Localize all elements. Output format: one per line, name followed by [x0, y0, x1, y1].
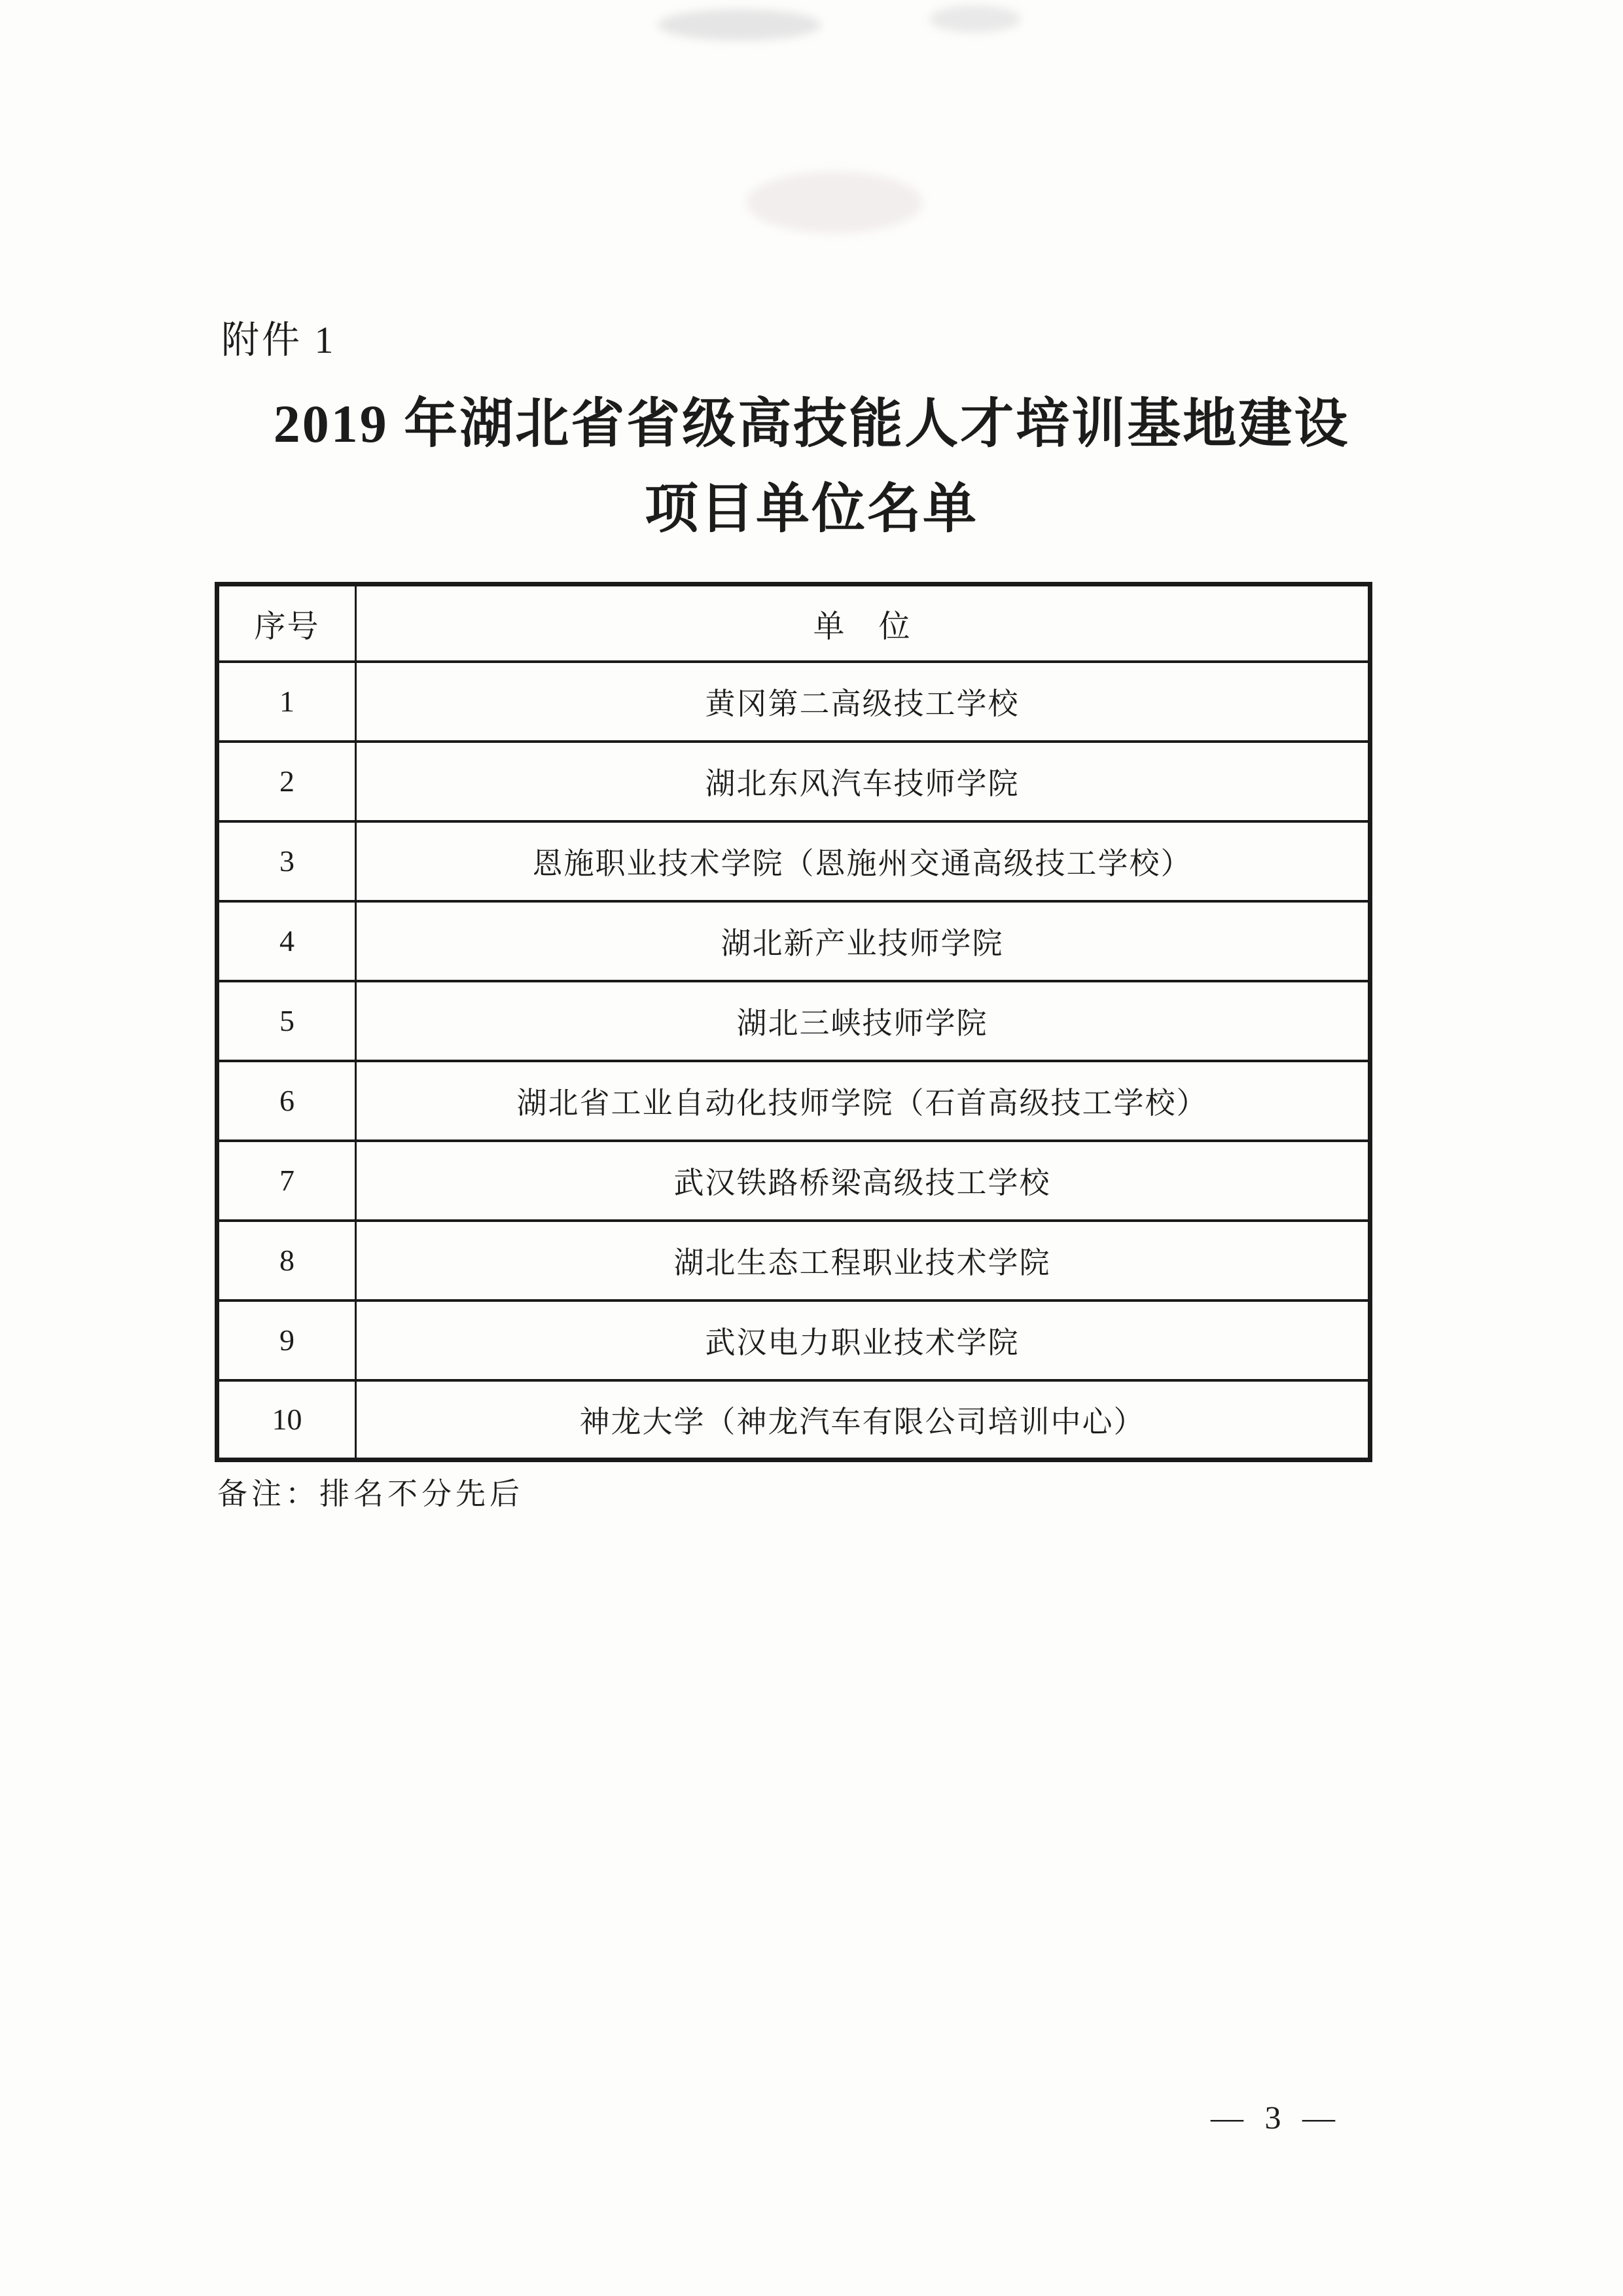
row-unit: 武汉电力职业技术学院 [356, 1300, 1370, 1380]
document-title [0, 382, 1623, 552]
scan-artifact [746, 171, 923, 234]
header-index: 序号 [217, 584, 356, 662]
row-unit: 恩施职业技术学院（恩施州交通高级技工学校） [356, 821, 1370, 901]
table-row [217, 742, 1370, 821]
row-unit: 湖北东风汽车技师学院 [356, 742, 1370, 821]
row-unit: 神龙大学（神龙汽车有限公司培训中心） [356, 1380, 1370, 1460]
row-unit: 湖北省工业自动化技师学院（石首高级技工学校） [356, 1061, 1370, 1141]
row-index: 1 [217, 662, 356, 742]
document-title-line2: 项目单位名单 [644, 479, 978, 539]
row-unit: 湖北生态工程职业技术学院 [356, 1221, 1370, 1300]
row-index: 8 [217, 1221, 356, 1300]
table-row [217, 1300, 1370, 1380]
row-unit: 湖北三峡技师学院 [356, 981, 1370, 1061]
row-unit: 武汉铁路桥梁高级技工学校 [356, 1141, 1370, 1221]
table-row [217, 901, 1370, 981]
table-row [217, 1141, 1370, 1221]
row-index: 9 [217, 1300, 356, 1380]
table-row [217, 821, 1370, 901]
table-row [217, 981, 1370, 1061]
row-unit: 湖北新产业技师学院 [356, 901, 1370, 981]
row-index: 10 [217, 1380, 356, 1460]
table-row [217, 1221, 1370, 1300]
row-index: 3 [217, 821, 356, 901]
units-table [215, 582, 1372, 1462]
row-index: 2 [217, 742, 356, 821]
scan-artifact [929, 5, 1021, 33]
row-index: 7 [217, 1141, 356, 1221]
table-header-row [217, 584, 1370, 662]
row-index: 4 [217, 901, 356, 981]
page-number: — 3 — [1211, 2099, 1342, 2136]
table-row [217, 1380, 1370, 1460]
table-header [217, 584, 1370, 662]
row-index: 5 [217, 981, 356, 1061]
document-note: 备注：排名不分先后 [217, 1477, 524, 1511]
row-unit: 黄冈第二高级技工学校 [356, 662, 1370, 742]
attachment-label: 附件 1 [221, 319, 336, 361]
document-title-line1: 2019 年湖北省省级高技能人才培训基地建设 [273, 394, 1350, 454]
table-row [217, 1061, 1370, 1141]
header-unit: 单 位 [356, 584, 1370, 662]
table-row [217, 662, 1370, 742]
table-body [217, 662, 1370, 1460]
scan-artifact [658, 9, 821, 41]
row-index: 6 [217, 1061, 356, 1141]
